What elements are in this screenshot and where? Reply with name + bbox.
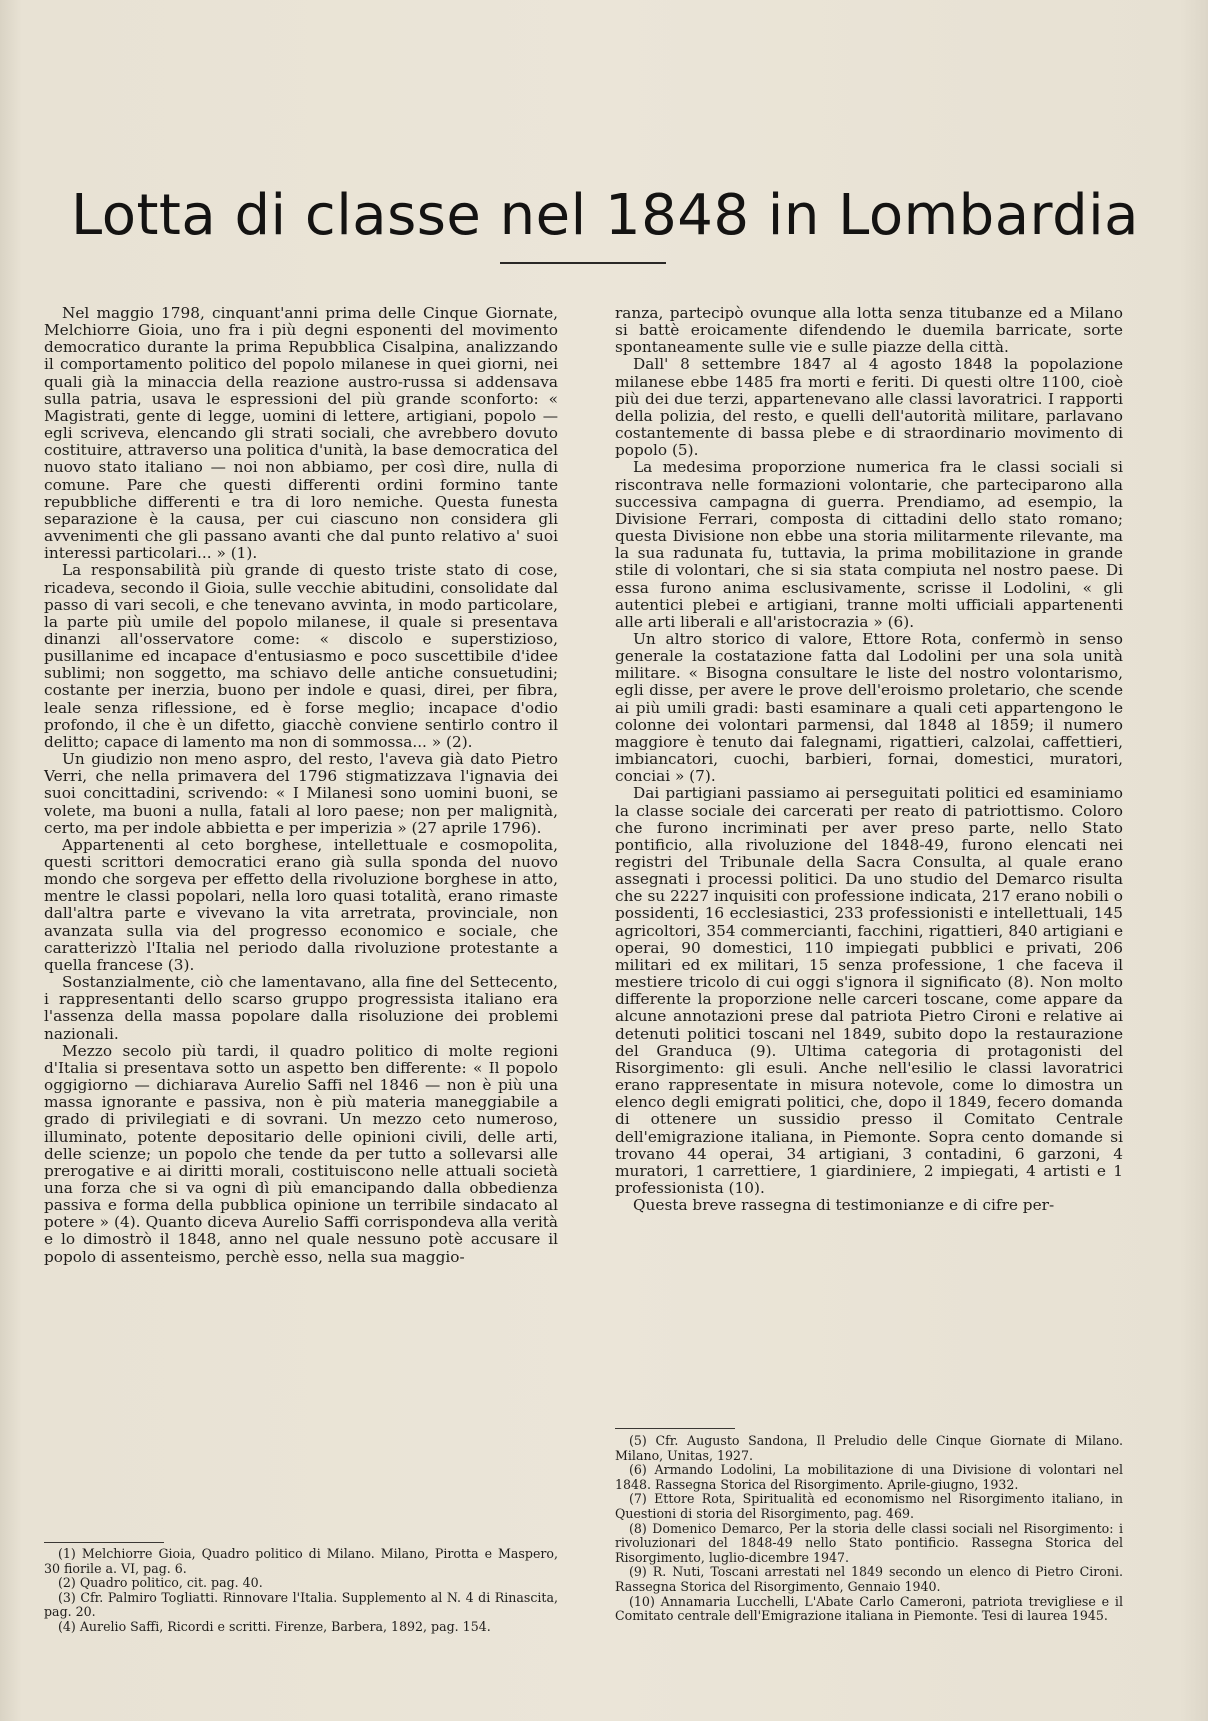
paragraph: Dai partigiani passiamo ai perseguitati politici ed esaminiamo la classe sociale dei carcerati per reato di patriottismo. Coloro che furono incriminati per aver preso parte, nello Stato pontificio, alla rivoluzione del 1848-49, furono elencati nei registri del Tribunale della Sacra Consulta, al quale erano assegnati i processi politici. Da uno studio del Demarco risulta che su 2227 inquisiti con professione indicata, 217 erano nobili o possidenti, 16 ecclesiastici, 233 professionisti e intellettuali, 145 agricoltori, 354 commercianti, facchini, rigattieri, 840 artigiani e operai, 90 domestici, 110 impiegati pubblici e privati, 206 militari ed ex militari, 15 senza professione, 1 che faceva il mestiere tricolo di cui oggi s'ignora il significato (8). Non molto differente la proporzione nelle carceri toscane, come appare da alcune annotazioni prese dal patriota Pietro Cironi e relative ai detenuti politici toscani nel 1849, subito dopo la restaurazione del Granduca (9). Ultima categoria di protagonisti del Risorgimento: gli esuli. Anche nell'esilio le classi lavoratrici erano rappresentate in misura notevole, come lo dimostra un elenco degli emigrati politici, che, dopo il 1849, fecero domanda di ottenere un sussidio presso il Comitato Centrale dell'emigrazione italiana, in Piemonte. Sopra cento domande si trovano 44 operai, 34 artigiani, 3 contadini, 6 garzoni, 4 muratori, 1 carrettiere, 1 giardiniere, 2 impiegati, 4 artisti e 1 professionista (10). <box>615 784 1123 1197</box>
footnote: (5) Cfr. Augusto Sandona, Il Preludio delle Cinque Giornate di Milano. Milano, Unitas, 1927. <box>615 1433 1123 1463</box>
footnote: (2) Quadro politico, cit. pag. 40. <box>58 1575 263 1591</box>
paragraph: Dall' 8 settembre 1847 al 4 agosto 1848 la popolazione milanese ebbe 1485 fra morti e feriti. Di questi oltre 1100, cioè più dei due terzi, appartenevano alle classi lavoratrici. I rapporti della polizia, del resto, e quelli dell'autorità militare, parlavano costantemente di bassa plebe e di straordinario movimento di popolo (5). <box>615 355 1123 460</box>
paragraph: Sostanzialmente, ciò che lamentavano, alla fine del Settecento, i rappresentanti dello scarso gruppo progressista italiano era l'assenza della massa popolare dalla risoluzione dei problemi nazionali. <box>44 973 558 1043</box>
paragraph: La medesima proporzione numerica fra le classi sociali si riscontrava nelle formazioni volontarie, che parteciparono alla successiva campagna di guerra. Prendiamo, ad esempio, la Divisione Ferrari, composta di cittadini dello stato romano; questa Divisione non ebbe una storia militarmente rilevante, ma la sua radunata fu, tuttavia, la prima mobilitazione in grande stile di volontari, che si sia stata compiuta nel nostro paese. Di essa furono anima esclusivamente, scrisse il Lodolini, « gli autentici plebei e artigiani, tranne molti ufficiali appartenenti alle arti liberali e all'aristocrazia » (6). <box>615 458 1123 631</box>
paragraph: Un altro storico di valore, Ettore Rota, confermò in senso generale la costatazione fatta dal Lodolini per una sola unità militare. « Bisogna consultare le liste del nostro volontarismo, egli disse, per avere le prove dell'eroismo proletario, che scende ai più umili gradi: basti esaminare a quali ceti appartengono le colonne dei volontari parmensi, dal 1848 al 1859; il numero maggiore è tenuto dai falegnami, rigattieri, calzolai, caffettieri, imbiancatori, cuochi, barbieri, fornai, domestici, muratori, conciai » (7). <box>615 629 1123 786</box>
article-title: Lotta di classe nel 1848 in Lombardia <box>70 183 1139 248</box>
footnotes-left <box>44 1547 558 1635</box>
paragraph: Nel maggio 1798, cinquant'anni prima delle Cinque Giornate, Melchiorre Gioia, uno fra i più degni esponenti del movimento democratico durante la prima Repubblica Cisalpina, analizzando il comportamento politico del popolo milanese in quei giorni, nei quali già la minaccia della reazione austro-russa si addensava sulla patria, usava le espressioni del più grande sconforto: « Magistrati, gente di legge, uomini di lettere, artigiani, popolo — egli scriveva, elencando gli strati sociali, che avrebbero dovuto costituire, attraverso una politica d'unità, la base democratica del nuovo stato italiano — noi non abbiamo, per così dire, nulla di comune. Pare che questi differenti ordini formino tante repubbliche differenti e tra di loro nemiche. Questa funesta separazione è la causa, per cui ciascuno non considera gli avvenimenti che gli passano avanti che dal punto relativo a' suoi interessi particolari... » (1). <box>44 304 558 563</box>
paragraph: Appartenenti al ceto borghese, intellettuale e cosmopolita, questi scrittori democratici erano già sulla sponda del nuovo mondo che sorgeva per effetto della rivoluzione borghese in atto, mentre le classi popolari, nella loro quasi totalità, erano rimaste dall'altra parte e vivevano la vita arretrata, provinciale, non avanzata sulla via del progresso economico e sociale, che caratterizzò l'Italia nel periodo dalla rivoluzione protestante a quella francese (3). <box>44 835 558 974</box>
footnote: (10) Annamaria Lucchelli, L'Abate Carlo Cameroni, patriota trevigliese e il Comitato centrale dell'Emigrazione italiana in Piemonte. Tesi di laurea 1945. <box>615 1593 1123 1624</box>
title-divider <box>500 262 666 264</box>
footnote: (1) Melchiorre Gioia, Quadro politico di Milano. Milano, Pirotta e Maspero, 30 fiorile a. VI, pag. 6. <box>44 1546 558 1576</box>
footnote: (4) Aurelio Saffi, Ricordi e scritti. Firenze, Barbera, 1892, pag. 154. <box>58 1618 491 1634</box>
footnote: (8) Domenico Demarco, Per la storia delle classi sociali nel Risorgimento: i rivoluzionari del 1848-49 nello Stato pontificio. Rassegna Storica del Risorgimento, luglio-dicembre 1947. <box>615 1520 1123 1565</box>
footnote: (9) R. Nuti, Toscani arrestati nel 1849 secondo un elenco di Pietro Cironi. Rassegna Storica del Risorgimento, Gennaio 1940. <box>615 1564 1123 1594</box>
footnotes-right <box>615 1434 1123 1624</box>
footnote: (3) Cfr. Palmiro Togliatti. Rinnovare l'Italia. Supplemento al N. 4 di Rinascita, pag. 20. <box>44 1589 558 1620</box>
paragraph: Questa breve rassegna di testimonianze e di cifre per- <box>633 1196 1055 1215</box>
paragraph: Un giudizio non meno aspro, del resto, l'aveva già dato Pietro Verri, che nella primavera del 1796 stigmatizzava l'ignavia dei suoi concittadini, scrivendo: « I Milanesi sono uomini buoni, se volete, ma buoni a nulla, fatali al loro paese; non per malignità, certo, ma per indole abbietta e per imperizia » (27 aprile 1796). <box>44 750 558 837</box>
text-column-right <box>615 305 1123 1214</box>
paragraph: Mezzo secolo più tardi, il quadro politico di molte regioni d'Italia si presentava sotto un aspetto ben differente: « Il popolo oggigiorno — dichiarava Aurelio Saffi nel 1846 — non è più una massa ignorante e passiva, non è più materia maneggiabile a grado di privilegiati e di sovrani. Un mezzo ceto numeroso, illuminato, potente depositario delle opinioni civili, delle arti, delle scienze; un popolo che tende da per tutto a sollevarsi alle prerogative e ai diritti morali, costituiscono nelle attuali società una forza che si va ogni dì più emancipando dalla obbedienza passiva e forma della pubblica opinione un terribile sindacato al potere » (4). Quanto diceva Aurelio Saffi corrispondeva alla verità e lo dimostrò il 1848, anno nel quale nessuno potè accusare il popolo di assenteismo, perchè esso, nella sua maggio- <box>44 1041 558 1266</box>
footnote: (6) Armando Lodolini, La mobilitazione di una Divisione di volontari nel 1848. Rassegna Storica del Risorgimento. Aprile-giugno, 1932. <box>615 1462 1123 1492</box>
text-column-left <box>44 305 558 1266</box>
footnote: (7) Ettore Rota, Spiritualità ed economismo nel Risorgimento italiano, in Questioni di storia del Risorgimento, pag. 469. <box>615 1491 1123 1521</box>
paragraph: La responsabilità più grande di questo triste stato di cose, ricadeva, secondo il Gioia, sulle vecchie abitudini, consolidate dal passo di vari secoli, e che tenevano avvinta, in modo particolare, la parte più umile del popolo milanese, il quale si presentava dinanzi all'osservatore come: « discolo e superstizioso, pusillanime ed incapace d'entusiasmo e poco suscettibile d'idee sublimi; non soggetto, ma schiavo delle antiche consuetudini; costante per inerzia, buono per indole e quasi, direi, per fibra, leale senza riflessione, ed è forse meglio; incapace d'odio profondo, il che è un difetto, giacchè conviene sentirlo contro il delitto; capace di lamento ma non di sommossa... » (2). <box>44 561 558 751</box>
footnote-separator <box>615 1428 735 1429</box>
paragraph-continued: ranza, partecipò ovunque alla lotta senza titubanze ed a Milano si battè eroicamente difendendo le duemila barricate, sorte spontaneamente sulle vie e sulle piazze della città. <box>615 304 1123 357</box>
footnote-separator <box>44 1542 164 1543</box>
